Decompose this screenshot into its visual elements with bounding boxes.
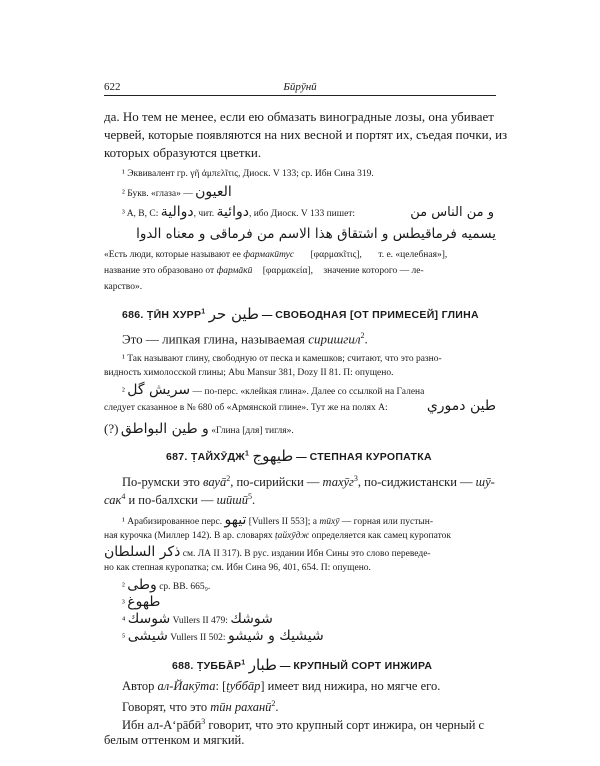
entry-687-fn3-mark: ³ [122,599,125,609]
entry-688-l1b: : [ [215,679,227,693]
entry-686-fn2-arabic-2: طين دموري [426,398,496,414]
entry-688-l2b: . [275,700,279,715]
entry-688-line-4: белым оттенком и мягкий. [104,733,245,747]
entry-687-t2b: . [251,493,256,508]
entry-687-t2a: и по-балхски — [125,493,214,508]
entry-687-fn1-l2a: ная курочка (Миллер 142). В ар. словарях [104,531,273,541]
entry-687-fn1-line-2 [104,529,451,544]
entry-687-t1b: , по-сирийски — [230,475,320,490]
fn3-arabic-1: دوالية [160,204,194,220]
entry-686-heading [122,305,479,323]
entry-686-translit: ṬӢН ХУРР [146,309,202,321]
entry-686-fn2-l3-text: «Глина [для] тигля». [211,426,294,436]
entry-687-fn1-l3: см. ЛА II 317). В рус. издании Ибн Сины это слово переведе- [182,549,431,559]
entry-688-title: — КРУПНЫЙ СОРТ ИНЖИРА [279,660,433,672]
entry-687-t1-italic-2: тахӯг [322,475,354,490]
fn3-q2-greek: [φαρμακεία], [262,266,314,276]
entry-687-fn4-text: Vullers II 479: [172,616,228,626]
entry-687-fn5-arabic: شيشى [127,628,168,644]
entry-686-text-end: . [364,331,368,347]
entry-687-heading [166,447,432,465]
page-header [104,81,496,96]
entry-687-fn1-l2-italic: ṭайхӯдж [275,531,310,541]
entry-687-t1-sup: 2 [226,474,231,483]
fn3-quote-line-2 [104,264,424,279]
entry-687-t1-italic-3: шӯ- [475,475,495,490]
fn3-q1-greek: [φαρμακῖτις], [310,250,362,260]
entry-686-text [122,327,368,348]
entry-687-fn5-arabic-2: شيشيك و شيشو [227,628,324,644]
fn3-q2-tail: значение которого — ле- [323,266,424,276]
entry-687-fn4-arabic: شوسك [127,611,171,627]
entry-687-translit: ṬАЙХӮДЖ [190,451,246,463]
footnote-2 [122,185,232,202]
entry-686-fn2-arabic-3: و طين البواطق [120,421,209,437]
entry-686-title: — СВОБОДНАЯ [ОТ ПРИМЕСЕЙ] ГЛИНА [261,309,479,321]
entry-687-text-line-2 [104,488,255,509]
entry-688-number: 688. [172,660,194,672]
fn3-arabic-2: دوائية [216,204,249,220]
entry-686-text-a: Это — липкая глина, называемая [122,331,305,347]
entry-687-fn1-line-1 [122,513,433,530]
fn3-sigla: ³ A, B, C: [122,209,159,219]
entry-688-l1a: Автор [122,679,155,693]
entry-688-heading [172,656,432,674]
entry-686-fn2-l2-text: следует сказанное в № 680 об «Армянской глине». Тут же на полях A: [104,403,388,413]
entry-688-sup: 1 [241,659,246,667]
intro-line-3: которых образуются цветки. [104,145,262,160]
fn3-q1-text: «Есть люди, которые называют ее [104,250,241,260]
entry-687-t2-sup-2: 5 [247,492,252,501]
fn3-read: , чит. [193,209,215,219]
entry-688-arabic: طبار [248,656,277,674]
entry-687-t2-sup: 4 [121,492,126,501]
entry-686-arabic: طين حر [208,305,259,323]
entry-687-fn2-mark: ² [122,582,125,592]
footnote-2-text: ² Букв. «глаза» — [122,189,193,199]
entry-687-fn1-c: — горная или пустын- [341,517,433,527]
entry-686-fn1-line-1: ¹ Так называют глину, свободную от песка и камешков; считают, что это разно- [122,354,442,364]
entry-687-fn3 [122,595,160,612]
entry-688-l3a: Ибн ал-А‘рāбӣ [122,718,202,733]
entry-688-l2-sup: 2 [271,699,276,708]
running-title: Бӣрӯнӣ [283,81,317,93]
entry-687-fn5-text: Vullers II 502: [170,633,226,643]
entry-687-fn1-arabic: تيهو [224,512,247,528]
entry-687-t1-italic: вауā [203,475,227,490]
entry-687-fn2-arabic: وطى [127,577,157,593]
entry-688-l2a: Говорят, что это [122,700,208,715]
entry-686-sup: 1 [201,308,206,316]
entry-688-l3-sup: 3 [201,717,206,726]
entry-687-title: — СТЕПНАЯ КУРОПАТКА [296,451,432,463]
entry-687-fn1-l2b: определяется как самец куропаток [311,531,451,541]
entry-688-line-1 [122,677,440,695]
fn3-q1-italic: фармакӣтус [243,250,295,260]
entry-687-fn2-text: ср. ВВ. 665₉. [159,582,211,592]
entry-687-fn4-mark: ⁴ [122,616,126,626]
entry-686-fn2-line-2 [104,401,388,416]
entry-687-sup: 1 [245,450,250,458]
fn3-q2-italic: фармāкӣ [216,266,253,276]
entry-688-translit: ṬУББĀР [196,660,242,672]
entry-686-fn2-text: — по-перс. «клейкая глина». Далее со ссылкой на Галена [192,387,425,397]
entry-686-fn1-line-2: видность химолосской глины; Abu Mansur 381, Dozy II 81. П: опущено. [104,368,394,378]
entry-687-fn1-italic: тӣхӯ [319,517,340,527]
fn3-quote-line-3: карство». [104,282,143,292]
fn3-dioscorides: , ибо Диоск. V 133 пишет: [248,209,356,219]
entry-687-fn4-arabic-2: شوشك [230,611,273,627]
entry-687-t2-italic: сак [104,493,122,508]
entry-687-fn4 [122,612,273,629]
entry-688-l3b: говорит, что это крупный сорт инжира, он черный с [205,718,485,733]
entry-687-t1-sup-2: 3 [353,474,358,483]
entry-687-t1a: По-румски это [122,475,200,490]
entry-686-italic: сиришгил [308,331,361,347]
entry-688-l2-italic: тӣн раханӣ [210,700,272,715]
entry-688-l1-italic: ал-Йакӯта [157,679,216,693]
entry-686-fn2-arabic: سريش گل [127,382,191,398]
footnote-2-arabic: العيون [195,184,232,200]
entry-687-t2-italic-2: шӣшӣ [216,493,248,508]
fn3-arabic-3: و من الناس من [410,205,494,220]
entry-688-l1c: ] имеет вид нижира, но мягче его. [260,679,441,693]
fn3-q2-text: название это образовано от [104,266,215,276]
entry-687-number: 687. [166,451,188,463]
entry-687-fn1-line-3 [104,545,431,562]
entry-687-fn5 [122,629,324,646]
entry-686-fn2-line-1 [122,383,424,400]
fn3-q1-tail: т. е. «целебная»], [378,250,448,260]
entry-688-l1-italic-2: ṭуббāр [226,679,261,693]
page-number: 622 [104,81,121,93]
entry-687-fn1-b: [Vullers II 553]; а [248,517,317,527]
footnote-3-line-1 [122,205,355,222]
entry-687-fn3-arabic: طهوغ [127,594,161,610]
entry-687-fn1-a: ¹ Арабизированное перс. [122,517,223,527]
fn3-quote-line-1 [104,248,447,263]
entry-687-fn5-mark: ⁵ [122,633,126,643]
intro-line-2: червей, которые появляются на них весной и портят их, съедая почки, из [104,127,508,142]
intro-line-1: да. Но тем не менее, если ею обмазать виноградные лозы, она убивает [104,109,494,124]
entry-686-number: 686. [122,309,144,321]
entry-687-fn2 [122,578,210,595]
entry-687-t1c: , по-сиджистански — [357,475,473,490]
entry-686-fn2-question: (?) [104,421,119,436]
footnote-1: ¹ Эквивалент гр. γῆ ἀμπελῖτις, Диоск. V 133; ср. Ибн Сина 319. [122,169,374,179]
entry-686-fn2-line-3 [104,421,294,439]
entry-687-fn1-arabic-2: ذكر السلطان [104,544,181,560]
entry-687-fn1-line-4: но как степная куропатка; см. Ибн Сина 96, 401, 654. П: опущено. [104,563,371,573]
fn3-arabic-quote: يسميه فرماقيطس و اشتقاق هذا الاسم من فرماقى و معناه الدوا [136,226,496,242]
entry-687-arabic: طيهوج [252,447,294,465]
entry-686-fn2-mark: ² [122,387,125,397]
entry-686-text-sup: 2 [360,331,365,340]
